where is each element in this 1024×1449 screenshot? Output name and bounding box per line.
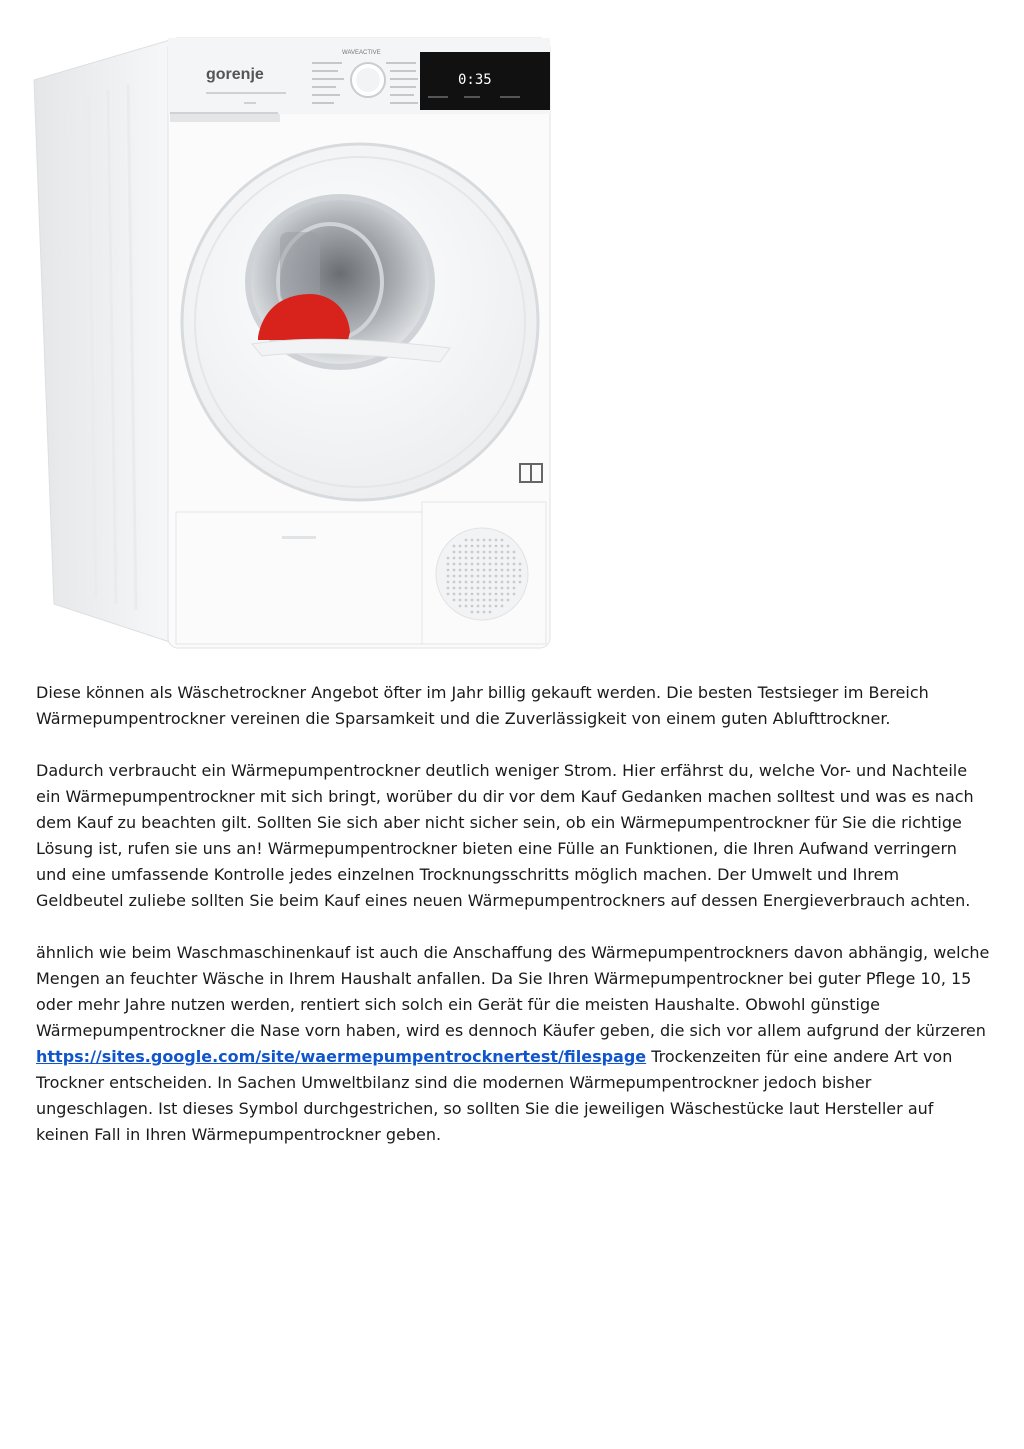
- series-label: WAVEACTIVE: [342, 50, 381, 56]
- brand-logo: gorenje: [206, 66, 264, 83]
- article-text: [36, 680, 991, 1174]
- paragraph-2: Dadurch verbraucht ein Wärmepumpentrockner deutlich weniger Strom. Hier erfährst du, welche Vor- und Nachteile ein Wärmepumpentrockner mit sich bringt, worüber du dir vor dem Kauf Gedanken machen solltest und was es nach dem Kauf zu beachten gilt. Sollten Sie sich aber nicht sicher sein, ob ein Wärmepumpentrockner für Sie die richtige Lösung ist, rufen sie uns an! Wärmepumpentrockner bieten eine Fülle an Funktionen, die Ihren Aufwand verringern und eine umfassende Kontrolle jedes einzelnen Trocknungsschritts möglich machen. Der Umwelt und Ihrem Geldbeutel zuliebe sollten Sie beim Kauf eines neuen Wärmepumpentrockners auf dessen Energieverbrauch achten.: [36, 761, 974, 910]
- dryer-product-image: [30, 32, 560, 652]
- speaker-grille: [436, 528, 528, 620]
- paragraph-3-rest: Trockenzeiten für eine andere Art von Trockner entscheiden. In Sachen Umweltbilanz sind die modernen Wärmepumpentrockner jedoch bisher ungeschlagen. Ist dieses Symbol durchgestrichen, so sollten Sie die jeweiligen Wäschestücke laut Hersteller auf keinen Fall in Ihren Wärmepumpentrockner geben.: [36, 1047, 953, 1144]
- paragraph-1: Diese können als Wäschetrockner Angebot öfter im Jahr billig gekauft werden. Die besten Testsieger im Bereich Wärmepumpentrockner vereinen die Sparsamkeit und die Zuverlässigkeit von einem guten Ablufttrockner.: [36, 683, 929, 728]
- display-time: 0:35: [458, 72, 492, 88]
- filespage-link[interactable]: https://sites.google.com/site/waermepumpentrocknertest/filespage: [36, 1047, 647, 1066]
- paragraph-3-intro: ähnlich wie beim Waschmaschinenkauf ist auch die Anschaffung des Wärmepumpentrockners davon abhängig, welche Mengen an feuchter Wäsche in Ihrem Haushalt anfallen. Da Sie Ihren Wärmepumpentrockner bei guter Pflege 10, 15 oder mehr Jahre nutzen werden, rentiert sich solch ein Gerät für die meisten Haushalte. Obwohl günstige Wärmepumpentrockner die Nase vorn haben, wird es dennoch Käufer geben, die sich vor allem aufgrund der kürzeren: [36, 943, 990, 1040]
- paragraph-3: [36, 940, 991, 1148]
